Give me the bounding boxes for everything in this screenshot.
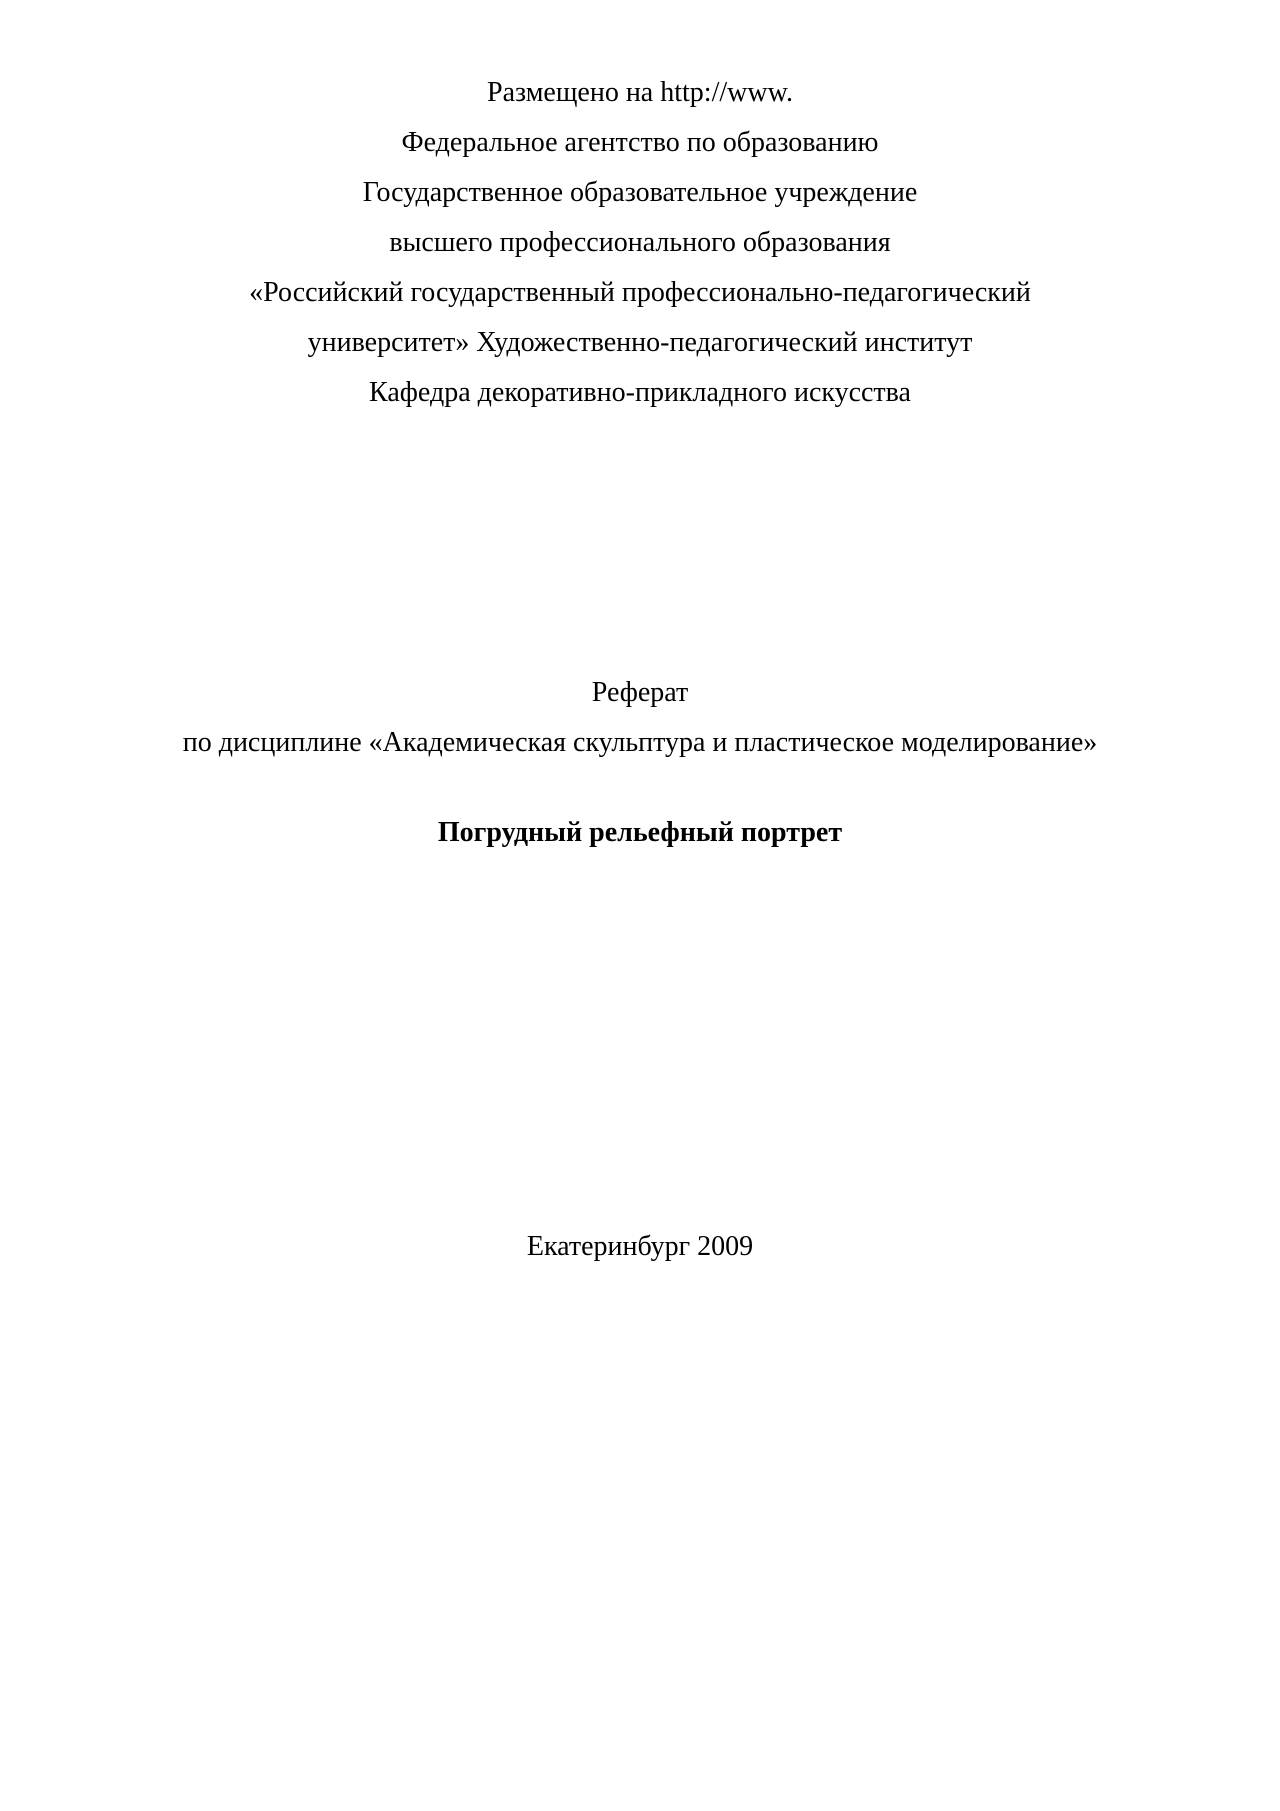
state-institution-line: Государственное образовательное учреждение xyxy=(362,177,918,208)
university-name-line-1: «Российский государственный профессионально-педагогический xyxy=(249,277,1031,308)
institution-header xyxy=(0,68,1280,418)
federal-agency-line: Федеральное агентство по образованию xyxy=(401,127,879,158)
referat-block xyxy=(0,668,1280,768)
hosted-on-line: Размещено на http://www. xyxy=(487,77,793,108)
discipline-line: по дисциплине «Академическая скульптура и пластическое моделирование» xyxy=(182,727,1098,758)
department-line: Кафедра декоративно-прикладного искусства xyxy=(369,377,911,408)
higher-education-line: высшего профессионального образования xyxy=(389,227,891,258)
document-type-label: Реферат xyxy=(591,677,689,708)
university-name-line-2: университет» Художественно-педагогический институт xyxy=(307,327,973,358)
city-year: Екатеринбург 2009 xyxy=(526,1231,754,1262)
document-title: Погрудный рельефный портрет xyxy=(437,817,843,848)
